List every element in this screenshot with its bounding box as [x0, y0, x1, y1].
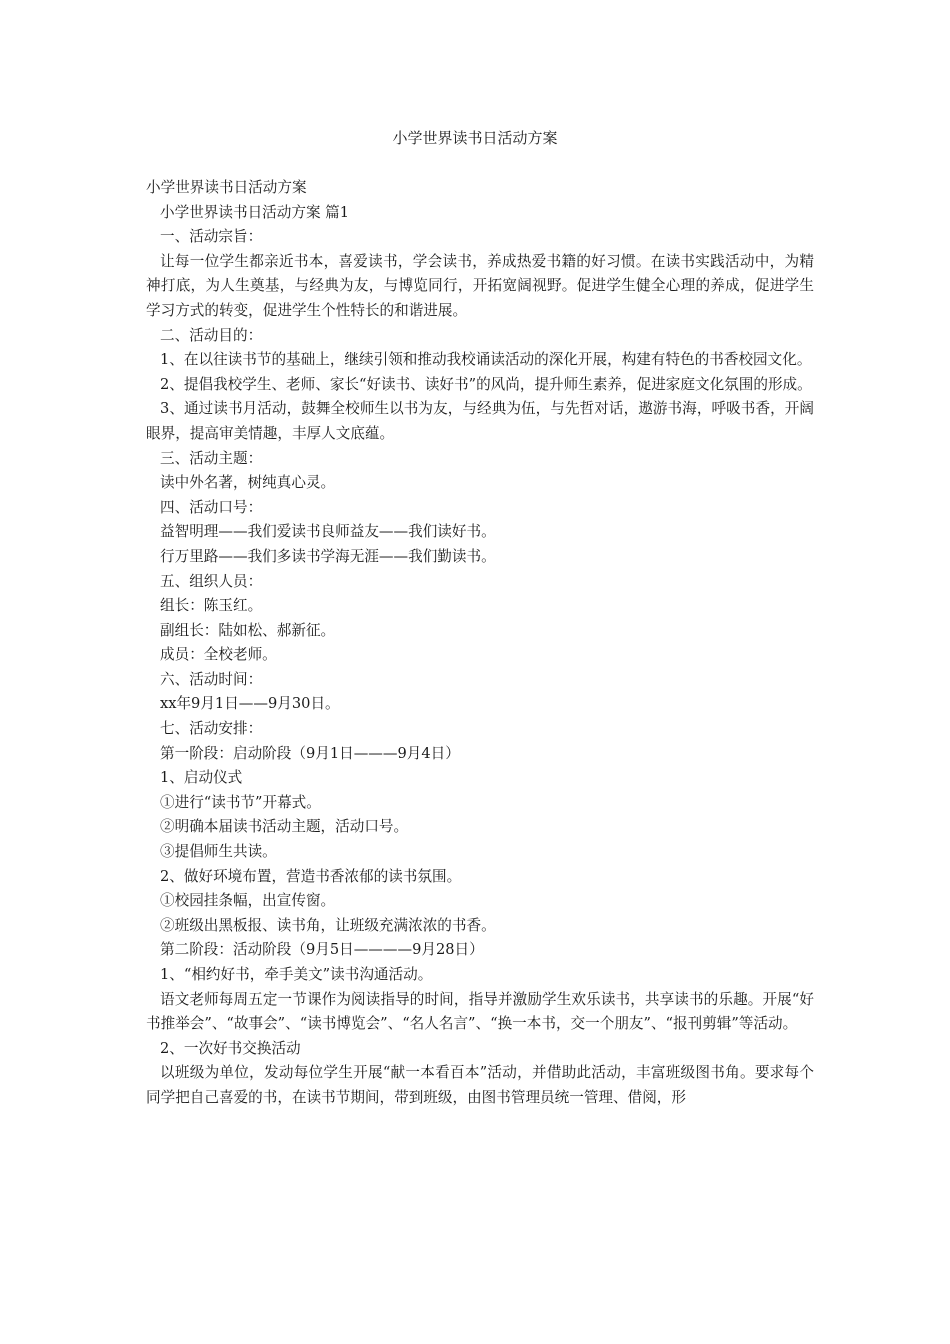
paragraph: 读中外名著，树纯真心灵。 — [160, 474, 336, 492]
paragraph: 成员：全校老师。 — [160, 646, 277, 664]
paragraph: 组长：陈玉红。 — [160, 597, 263, 615]
paragraph: 1、“相约好书，牵手美文”读书沟通活动。 — [160, 966, 433, 983]
paragraph: 让每一位学生都亲近书本，喜爱读书，学会读书，养成热爱书籍的好习惯。在读书实践活动中，为精神打底，为人生奠基，与经典为友，与博览同行，开拓宽阔视野。促进学生健全心理的养成，促进学生学习方式的转变，促进学生个性特长的和谐进展。 — [146, 252, 814, 319]
section-heading: 四、活动口号： — [160, 498, 263, 516]
list-item: ①进行“读书节”开幕式。 — [160, 793, 321, 811]
section-heading: 三、活动主题： — [160, 449, 263, 467]
document-title: 小学世界读书日活动方案 — [392, 129, 558, 147]
paragraph: 1、在以往读书节的基础上，继续引领和推动我校诵读活动的深化开展，构建有特色的书香校园文化。 — [160, 351, 812, 369]
paragraph: 1、启动仪式 — [160, 769, 243, 787]
list-item: ②明确本届读书活动主题，活动口号。 — [160, 818, 409, 836]
section-heading: 六、活动时间： — [160, 670, 263, 688]
section-heading: 二、活动目的： — [160, 326, 263, 344]
paragraph: 行万里路——我们多读书学海无涯——我们勤读书。 — [160, 547, 496, 565]
list-item: ②班级出黑板报、读书角，让班级充满浓浓的书香。 — [160, 916, 496, 934]
paragraph: xx年9月1日——9月30日。 — [160, 695, 340, 713]
paragraph: 2、一次好书交换活动 — [160, 1039, 301, 1057]
document-body — [146, 176, 814, 1111]
paragraph: 副组长：陆如松、郝新征。 — [160, 621, 336, 639]
paragraph-heading: 小学世界读书日活动方案 — [146, 179, 307, 196]
section-heading: 五、组织人员： — [160, 572, 263, 590]
section-heading: 七、活动安排： — [160, 720, 263, 738]
paragraph: 第二阶段：活动阶段（9月5日————9月28日） — [160, 941, 484, 959]
paragraph: 2、提倡我校学生、老师、家长“好读书、读好书”的风尚，提升师生素养，促进家庭文化氛围的形成。 — [160, 375, 812, 393]
paragraph: 语文老师每周五定一节课作为阅读指导的时间，指导并激励学生欢乐读书，共享读书的乐趣。开展“好书推举会”、“故事会”、“读书博览会”、“名人名言”、“换一本书，交一个朋友”、“报刊剪辑”等活动。 — [146, 990, 814, 1033]
paragraph: 2、做好环境布置，营造书香浓郁的读书氛围。 — [160, 867, 462, 885]
list-item: ①校园挂条幅，出宣传窗。 — [160, 892, 336, 910]
paragraph-subheading: 小学世界读书日活动方案 篇1 — [160, 203, 350, 221]
paragraph: 第一阶段：启动阶段（9月1日———9月4日） — [160, 744, 460, 762]
paragraph: 3、通过读书月活动，鼓舞全校师生以书为友，与经典为伍，与先哲对话，遨游书海，呼吸书香，开阔眼界，提高审美情趣，丰厚人文底蕴。 — [146, 400, 814, 442]
paragraph: 以班级为单位，发动每位学生开展“献一本看百本”活动，并借助此活动，丰富班级图书角。要求每个同学把自己喜爱的书，在读书节期间，带到班级，由图书管理员统一管理、借阅，形 — [146, 1064, 814, 1106]
section-heading: 一、活动宗旨： — [160, 228, 263, 246]
paragraph: 益智明理——我们爱读书良师益友——我们读好书。 — [160, 523, 496, 541]
list-item: ③提倡师生共读。 — [160, 843, 277, 861]
